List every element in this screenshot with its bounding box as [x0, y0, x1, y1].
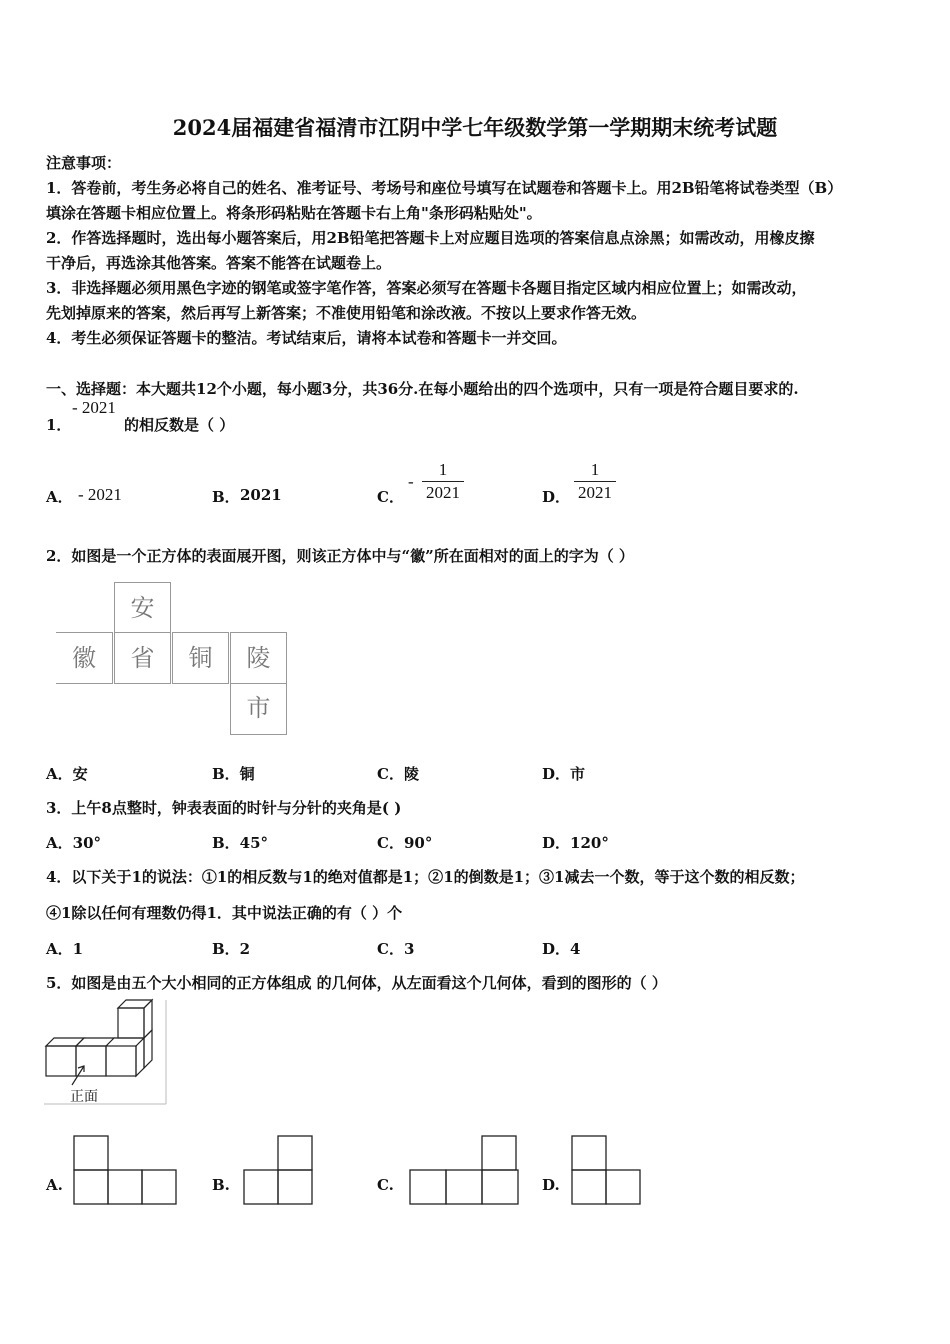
- q3-option-c: C．90°: [377, 834, 433, 852]
- notice-line: 填涂在答题卡相应位置上。将条形码粘贴在答题卡右上角"条形码粘贴处"。: [46, 204, 542, 222]
- net-cell: 陵: [230, 632, 287, 684]
- q4-option-a: A．1: [46, 940, 84, 958]
- q2-option-d: D．市: [542, 765, 586, 783]
- q1-option-b-value: 2021: [240, 486, 282, 504]
- fraction-numerator: 1: [590, 460, 600, 479]
- q4-option-b: B．2: [212, 940, 251, 958]
- q3-option-b: B．45°: [212, 834, 269, 852]
- q1-option-d-fraction: [574, 460, 616, 503]
- q5-text: 5．如图是由五个大小相同的正方体组成 的几何体，从左面看这个几何体，看到的图形的（ ）: [46, 974, 667, 992]
- fraction-bar: [574, 481, 616, 482]
- q3-option-d: D．120°: [542, 834, 609, 852]
- notice-line: 先划掉原来的答案，然后再写上新答案；不准使用铅笔和涂改液。不按以上要求作答无效。: [46, 304, 647, 322]
- page-title: 2024届福建省福清市江阴中学七年级数学第一学期期末统考试题: [172, 115, 778, 140]
- q1-option-a-label: A．: [46, 488, 73, 506]
- q2-option-c: C．陵: [377, 765, 419, 783]
- fraction-denominator: 2021: [578, 483, 612, 502]
- q5-option-b-label: B.: [212, 1176, 230, 1194]
- q2-text: 2．如图是一个正方体的表面展开图，则该正方体中与“徽”所在面相对的面上的字为（ ）: [46, 547, 634, 565]
- net-cell: 安: [114, 582, 171, 634]
- notice-line: 4．考生必须保证答题卡的整洁。考试结束后，请将本试卷和答题卡一并交回。: [46, 329, 567, 347]
- fraction-numerator: 1: [438, 460, 448, 479]
- q4-option-d: D．4: [542, 940, 581, 958]
- q2-option-b: B．铜: [212, 765, 255, 783]
- q1-number: 1．: [46, 416, 72, 434]
- notice-heading: 注意事项：: [46, 154, 122, 172]
- q1-option-a-value: - 2021: [78, 485, 122, 504]
- q3-text: 3．上午8点整时，钟表表面的时针与分针的夹角是( ): [46, 799, 402, 817]
- q1-option-c-fraction: [422, 460, 464, 503]
- q1-option-d-label: D．: [542, 488, 571, 506]
- notice-line: 干净后，再选涂其他答案。答案不能答在试题卷上。: [46, 254, 392, 272]
- q5-option-d-label: D.: [542, 1176, 560, 1194]
- net-cell: 徽: [56, 632, 113, 684]
- notice-line: 3．非选择题必须用黑色字迹的钢笔或签字笔作答，答案必须写在答题卡各题目指定区域内相应位置上；如需改动，: [46, 279, 807, 297]
- cubes-3d-figure: [44, 1000, 169, 1106]
- q5-option-b-figure: [240, 1134, 320, 1208]
- q5-option-c-label: C.: [377, 1176, 394, 1194]
- q3-option-a: A．30°: [46, 834, 102, 852]
- q2-option-a: A．安: [46, 765, 88, 783]
- notice-line: 1．答卷前，考生务必将自己的姓名、准考证号、考场号和座位号填写在试题卷和答题卡上。用2B铅笔将试卷类型（B）: [46, 179, 843, 197]
- q1-option-c-label: C．: [377, 488, 404, 506]
- net-cell: 市: [230, 683, 287, 735]
- q1-option-c-sign: -: [408, 472, 414, 491]
- front-view-label: 正面: [70, 1089, 98, 1105]
- q1-text: 的相反数是（ ）: [124, 416, 235, 434]
- fraction-bar: [422, 481, 464, 482]
- q5-option-d-figure: [568, 1134, 648, 1208]
- net-cell: 省: [114, 632, 171, 684]
- q5-option-a-label: A.: [46, 1176, 63, 1194]
- q4-text-line2: ④1除以任何有理数仍得1．其中说法正确的有（ ）个: [46, 904, 403, 922]
- q4-option-c: C．3: [377, 940, 415, 958]
- net-cell: 铜: [172, 632, 229, 684]
- notice-line: 2．作答选择题时，选出每小题答案后，用2B铅笔把答题卡上对应题目选项的答案信息点涂黑；如需改动，用橡皮擦: [46, 229, 815, 247]
- section-header: 一、选择题：本大题共12个小题，每小题3分，共36分.在每小题给出的四个选项中，只有一项是符合题目要求的.: [46, 380, 799, 398]
- q5-option-c-figure: [406, 1134, 524, 1208]
- q4-text-line1: 4．以下关于1的说法：①1的相反数与1的绝对值都是1；②1的倒数是1；③1减去一个数，等于这个数的相反数；: [46, 868, 805, 886]
- q5-option-a-figure: [72, 1134, 184, 1208]
- q1-option-b-label: B．: [212, 488, 240, 506]
- q1-expression: - 2021: [72, 398, 116, 417]
- fraction-denominator: 2021: [426, 483, 460, 502]
